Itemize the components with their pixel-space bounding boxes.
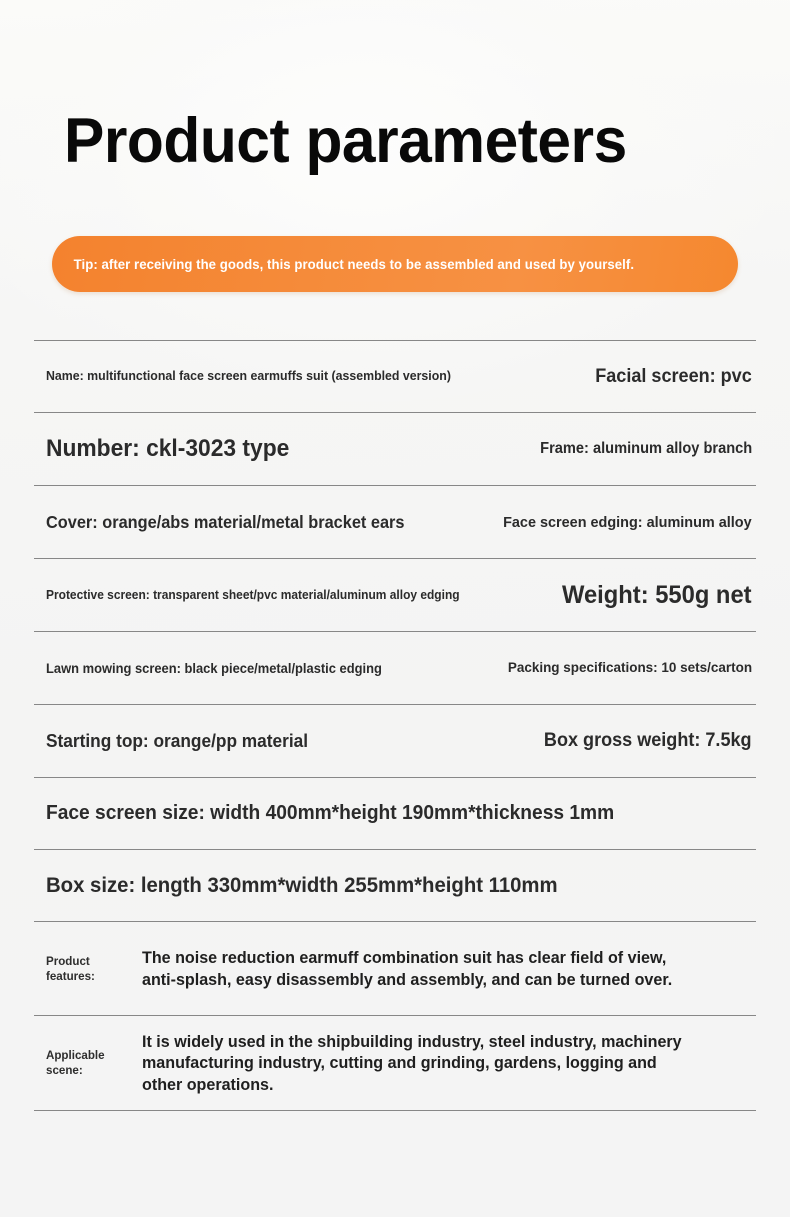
spec-cell-left-text: Protective screen: transparent sheet/pvc material/aluminum alloy edging bbox=[46, 588, 460, 602]
spec-cell-right bbox=[486, 514, 756, 531]
description-body bbox=[142, 947, 756, 990]
spec-cell-right bbox=[489, 581, 756, 610]
description-label-text: Product features: bbox=[46, 953, 95, 983]
spec-table bbox=[34, 340, 756, 1111]
spec-cell-left-text: Name: multifunctional face screen earmuffs suit (assembled version) bbox=[46, 368, 451, 384]
table-row bbox=[34, 1015, 756, 1111]
spec-cell-left-text: Starting top: orange/pp material bbox=[46, 730, 309, 751]
table-row bbox=[34, 558, 756, 631]
page-title: Product parameters bbox=[64, 106, 627, 176]
spec-cell-left bbox=[34, 512, 486, 533]
spec-cell-left bbox=[34, 731, 486, 752]
spec-cell-left bbox=[34, 661, 486, 676]
spec-cell-right-text: Facial screen: pvc bbox=[595, 365, 752, 387]
table-row bbox=[34, 777, 756, 849]
table-row bbox=[34, 849, 756, 921]
spec-cell-right bbox=[486, 660, 756, 676]
tip-banner-text: Tip: after receiving the goods, this product needs to be assembled and used by yourself. bbox=[73, 256, 635, 272]
spec-cell-left-text: Cover: orange/abs material/metal bracket ears bbox=[46, 511, 405, 532]
spec-cell-right bbox=[486, 440, 756, 458]
table-row bbox=[34, 340, 756, 412]
description-body bbox=[142, 1031, 756, 1096]
spec-cell-full-text: Face screen size: width 400mm*height 190mm*thickness 1mm bbox=[46, 802, 615, 824]
spec-cell-right-text: Weight: 550g net bbox=[562, 580, 752, 609]
spec-cell-right-text: Face screen edging: aluminum alloy bbox=[503, 513, 752, 531]
table-row bbox=[34, 412, 756, 485]
spec-cell-right bbox=[486, 730, 756, 752]
description-label bbox=[34, 954, 142, 984]
table-row bbox=[34, 921, 756, 1015]
spec-cell-right-text: Frame: aluminum alloy branch bbox=[539, 440, 752, 457]
spec-cell-left-text: Lawn mowing screen: black piece/metal/plastic edging bbox=[46, 660, 382, 676]
table-row bbox=[34, 631, 756, 704]
tip-banner bbox=[52, 236, 738, 292]
description-label-text: Applicable scene: bbox=[46, 1048, 105, 1077]
spec-cell-right-text: Packing specifications: 10 sets/carton bbox=[507, 660, 752, 676]
description-label bbox=[34, 1048, 142, 1078]
spec-cell-full-text: Box size: length 330mm*width 255mm*height 110mm bbox=[46, 873, 558, 897]
table-row bbox=[34, 485, 756, 558]
spec-cell-left bbox=[34, 435, 486, 463]
description-body-text: It is widely used in the shipbuilding industry, steel industry, machinery manufacturing industry, cutting and grinding, gardens, logging and other operations. bbox=[142, 1031, 682, 1094]
spec-cell-left-text: Number: ckl-3023 type bbox=[46, 435, 290, 462]
description-body-text: The noise reduction earmuff combination suit has clear field of view, anti-splash, easy disassembly and assembly, and can be turned over. bbox=[142, 947, 673, 989]
spec-cell-full bbox=[34, 802, 756, 825]
spec-cell-right-text: Box gross weight: 7.5kg bbox=[544, 730, 752, 751]
spec-cell-left bbox=[34, 588, 489, 602]
spec-cell-left bbox=[34, 368, 486, 384]
spec-cell-right bbox=[486, 366, 756, 388]
spec-cell-full bbox=[34, 873, 756, 898]
table-row bbox=[34, 704, 756, 777]
